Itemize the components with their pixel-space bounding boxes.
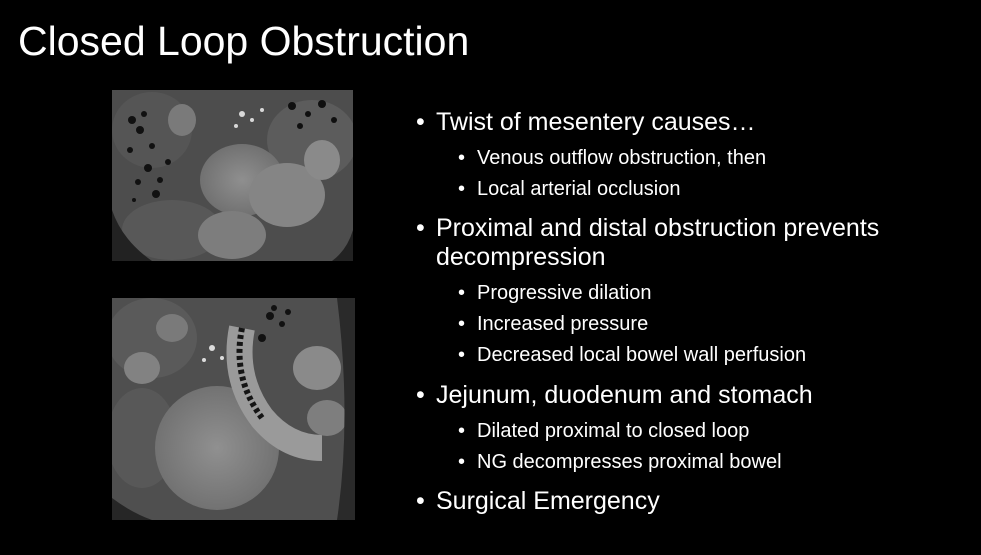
sub-bullet-decreased-perfusion: • Decreased local bowel wall perfusion: [416, 340, 976, 371]
sub-bullet-increased-pressure: • Increased pressure: [416, 309, 976, 340]
ct-image-top: [112, 90, 353, 261]
bullet-proximal-distal-obstruction: [416, 214, 976, 272]
bullet-line-2: decompression: [436, 243, 606, 271]
ct-image-bottom: [112, 298, 355, 520]
bullet-list: [416, 108, 976, 516]
sub-bullet-dilated-proximal: • Dilated proximal to closed loop: [416, 416, 976, 447]
sub-bullet-progressive-dilation: • Progressive dilation: [416, 278, 976, 309]
slide-title: Closed Loop Obstruction: [18, 18, 470, 64]
sub-bullet-venous-outflow: • Venous outflow obstruction, then: [416, 143, 976, 174]
bullet-twist-of-mesentery: • Twist of mesentery causes…: [416, 108, 976, 137]
bullet-line-1: • Proximal and distal obstruction prevents: [436, 214, 880, 242]
bullet-jejunum-duodenum-stomach: • Jejunum, duodenum and stomach: [416, 381, 976, 410]
bullet-surgical-emergency: • Surgical Emergency: [416, 487, 976, 516]
sub-bullet-arterial-occlusion: • Local arterial occlusion: [416, 174, 976, 205]
sub-bullet-ng-decompresses: • NG decompresses proximal bowel: [416, 447, 976, 478]
